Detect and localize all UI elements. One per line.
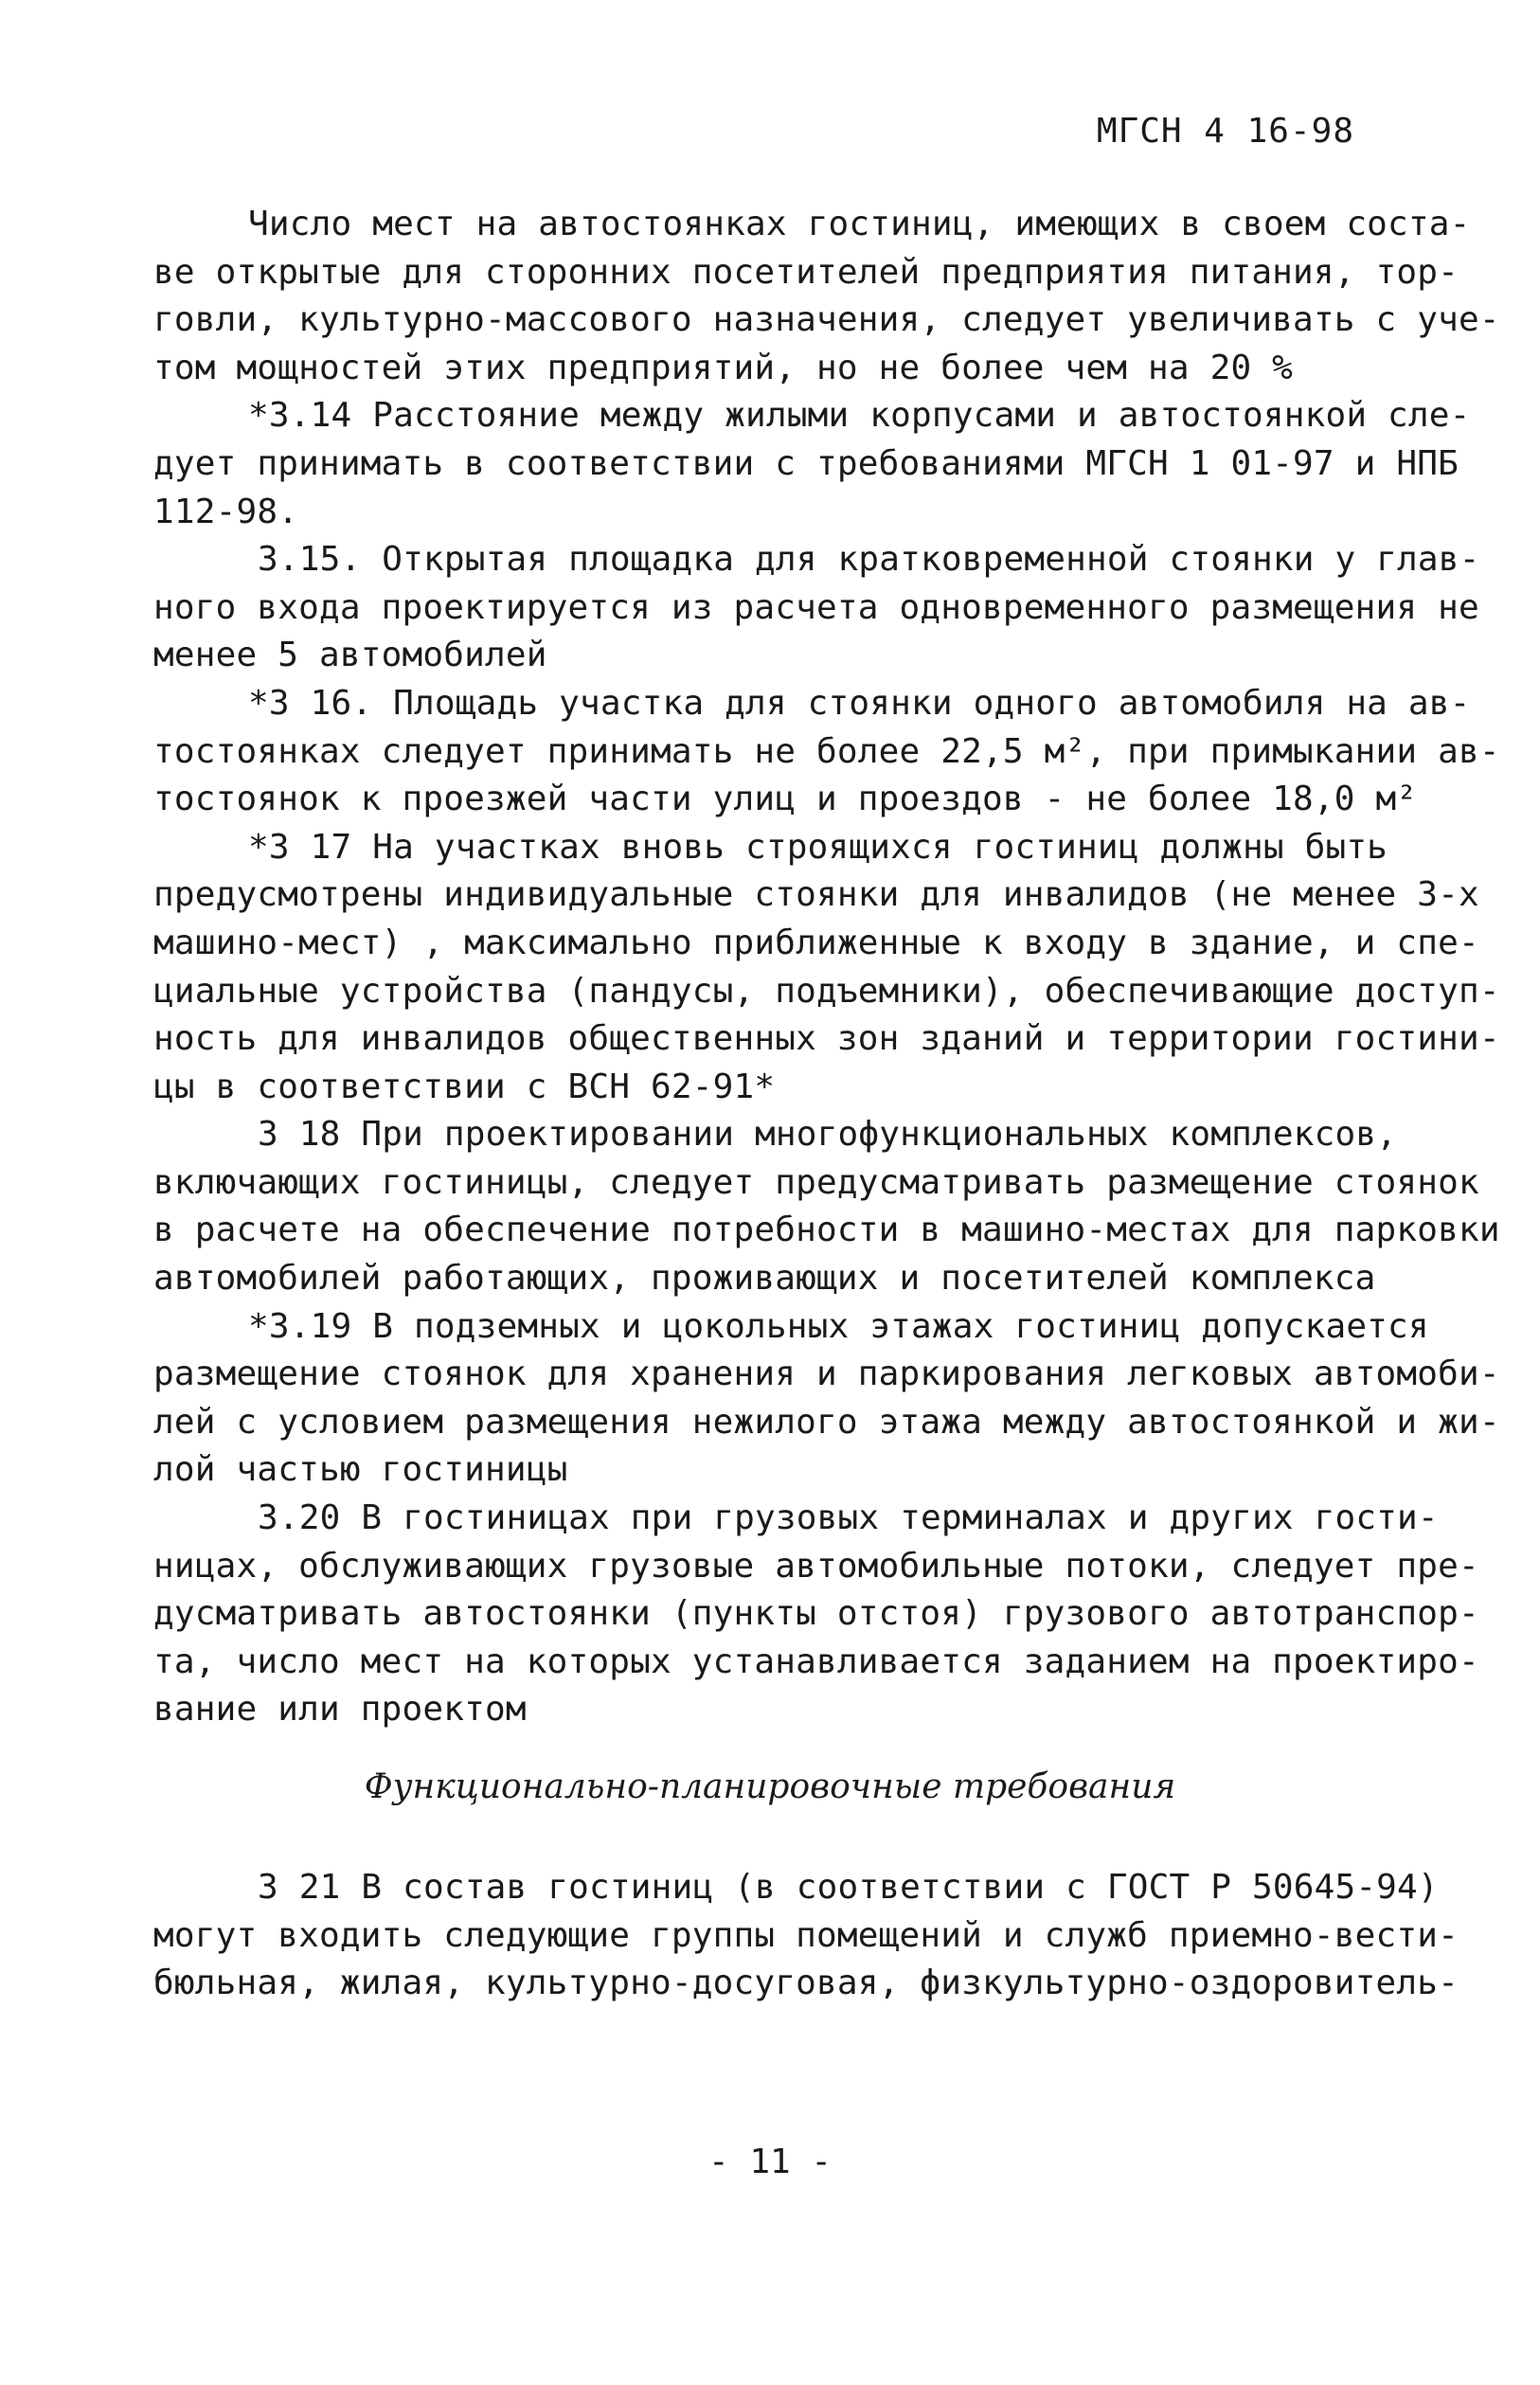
text-line: предусмотрены индивидуальные стоянки для инвалидов (не менее 3-х [153, 875, 1479, 915]
document-code-header: МГСН 4 16-98 [1096, 112, 1354, 151]
text-line: 3.15. Открытая площадка для кратковременной стоянки у глав- [258, 540, 1480, 580]
text-line: бюльная, жилая, культурно-досуговая, физкультурно-оздоровитель- [153, 1964, 1459, 2003]
text-line: тостоянках следует принимать не более 22,5 м², при примыкании ав- [153, 731, 1500, 771]
text-line: *3.19 В подземных и цокольных этажах гостиниц допускается [248, 1306, 1429, 1346]
text-line: тостоянок к проезжей части улиц и проездов - не более 18,0 м² [153, 780, 1418, 819]
text-line: ницах, обслуживающих грузовые автомобильные потоки, следует пре- [153, 1546, 1479, 1586]
text-line: *3 16. Площадь участка для стоянки одного автомобиля на ав- [248, 683, 1471, 723]
text-line: машино-мест) , максимально приближенные к входу в здание, и спе- [153, 923, 1479, 962]
text-line: лой частью гостиницы [153, 1450, 568, 1490]
text-line: дует принимать в соответствии с требованиями МГСН 1 01-97 и НПБ [153, 443, 1459, 483]
text-line: та, число мест на которых устанавливается заданием на проектиро- [153, 1641, 1479, 1681]
page-number: - 11 - [707, 2143, 833, 2181]
text-line: говли, культурно-массового назначения, следует увеличивать с уче- [153, 300, 1500, 340]
text-line: ве открытые для сторонних посетителей предприятия питания, тор- [153, 252, 1459, 292]
text-line: 3.20 В гостиницах при грузовых терминалах и других гости- [258, 1498, 1439, 1538]
text-line: размещение стоянок для хранения и паркирования легковых автомоби- [153, 1354, 1500, 1394]
text-line: 3 21 В состав гостиниц (в соответствии с ГОСТ Р 50645-94) [258, 1868, 1439, 1907]
text-line: *3.14 Расстояние между жилыми корпусами и автостоянкой сле- [248, 396, 1471, 436]
text-line: могут входить следующие группы помещений и служб приемно-вести- [153, 1915, 1459, 1955]
text-line: циальные устройства (пандусы, подъемники), обеспечивающие доступ- [153, 971, 1500, 1011]
text-line: 3 18 При проектировании многофункциональных комплексов, [258, 1115, 1398, 1155]
body-text-section-1 [153, 201, 1500, 1734]
text-line: 112-98. [153, 492, 299, 531]
text-line: включающих гостиницы, следует предусматривать размещение стоянок [153, 1162, 1479, 1202]
text-line: автомобилей работающих, проживающих и посетителей комплекса [153, 1259, 1376, 1299]
text-line: ность для инвалидов общественных зон зданий и территории гостини- [153, 1019, 1500, 1059]
text-line: лей с условием размещения нежилого этажа между автостоянкой и жи- [153, 1402, 1500, 1442]
text-line: *3 17 На участках вновь строящихся гостиниц должны быть [248, 827, 1388, 867]
text-line: Число мест на автостоянках гостиниц, имеющих в своем соста- [248, 205, 1471, 243]
text-line: вание или проектом [153, 1690, 527, 1730]
text-line: менее 5 автомобилей [153, 636, 547, 675]
text-line: том мощностей этих предприятий, но не более чем на 20 % [153, 348, 1294, 387]
text-line: ного входа проектируется из расчета одновременного размещения не [153, 587, 1479, 627]
text-line: дусматривать автостоянки (пункты отстоя) грузового автотранспор- [153, 1594, 1479, 1634]
text-line: цы в соответствии с ВСН 62-91* [153, 1067, 776, 1106]
body-text-section-2 [153, 1864, 1459, 2008]
section-heading: Функционально-планировочные требования [364, 1767, 1176, 1806]
text-line: в расчете на обеспечение потребности в машино-местах для парковки [153, 1210, 1500, 1250]
